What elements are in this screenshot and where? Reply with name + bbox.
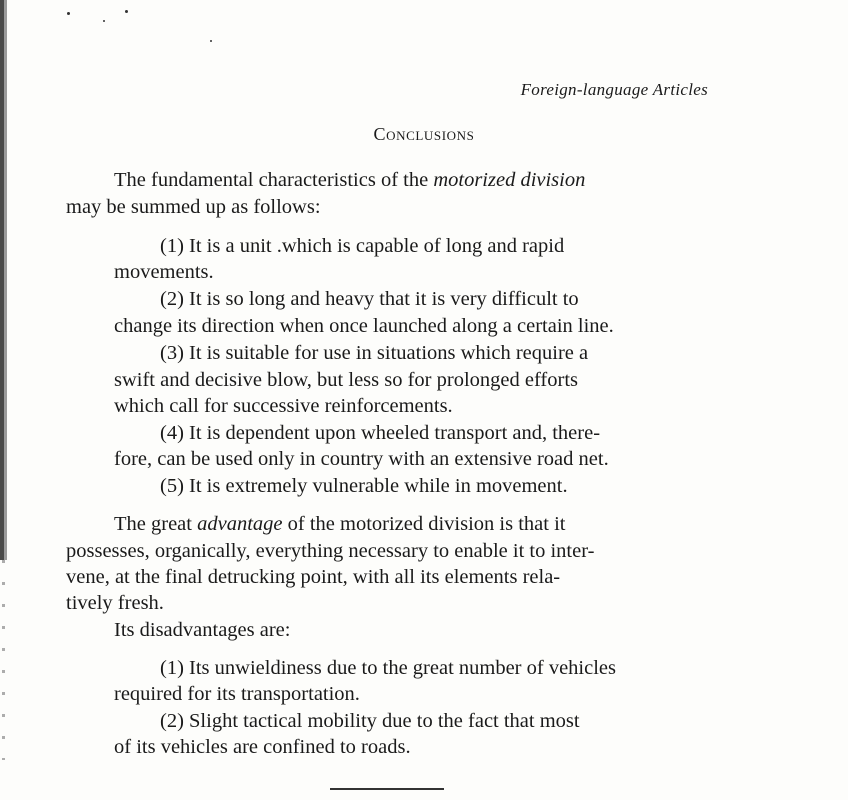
scan-speck — [125, 10, 128, 13]
emphasis-advantage: advantage — [197, 513, 283, 535]
list-1-item-3-line-1: (3) It is suitable for use in situations which require a — [160, 342, 589, 364]
list-1-item-4-line-1: (4) It is dependent upon wheeled transport and, there- — [160, 422, 601, 444]
scan-speck — [210, 40, 212, 42]
closing-rule — [330, 788, 444, 790]
scan-edge-fade — [2, 560, 5, 760]
running-header: Foreign-language Articles — [520, 80, 708, 99]
scan-speck — [67, 12, 70, 15]
paragraph-3: Its disadvantages are: — [114, 619, 291, 641]
list-2-item-1-line-1: (1) Its unwieldiness due to the great number of vehicles — [160, 657, 616, 679]
list-1-item-2-line-1: (2) It is so long and heavy that it is very difficult to — [160, 288, 579, 310]
paragraph-2-line-2: possesses, organically, everything necessary to enable it to inter- — [66, 540, 595, 562]
paragraph-2-line-1: The great advantage of the motorized division is that it — [114, 513, 566, 535]
scan-edge — [0, 0, 14, 560]
list-1-item-5-line-1: (5) It is extremely vulnerable while in movement. — [160, 475, 568, 497]
section-title: Conclusions — [373, 124, 475, 144]
emphasis-motorized-division: motorized division — [433, 169, 586, 191]
list-1-item-3-line-2: swift and decisive blow, but less so for prolonged efforts — [114, 369, 579, 391]
list-2-item-1-line-2: required for its transportation. — [114, 683, 360, 705]
paragraph-1-line-1: The fundamental characteristics of the motorized division — [114, 169, 586, 191]
scan-speck — [103, 20, 105, 22]
list-1-item-3-line-3: which call for successive reinforcements. — [114, 395, 453, 417]
list-1-item-2-line-2: change its direction when once launched along a certain line. — [114, 315, 614, 337]
paragraph-2-line-4: tively fresh. — [66, 592, 164, 614]
paragraph-1-line-2: may be summed up as follows: — [66, 196, 321, 218]
list-1-item-1-line-2: movements. — [114, 261, 214, 283]
list-2-item-2-line-1: (2) Slight tactical mobility due to the fact that most — [160, 710, 580, 732]
list-1-item-4-line-2: fore, can be used only in country with an extensive road net. — [114, 448, 609, 470]
list-2-item-2-line-2: of its vehicles are confined to roads. — [114, 736, 411, 758]
paragraph-2-line-3: vene, at the final detrucking point, with all its elements rela- — [66, 566, 561, 588]
list-1-item-1-line-1: (1) It is a unit .which is capable of long and rapid — [160, 235, 565, 257]
